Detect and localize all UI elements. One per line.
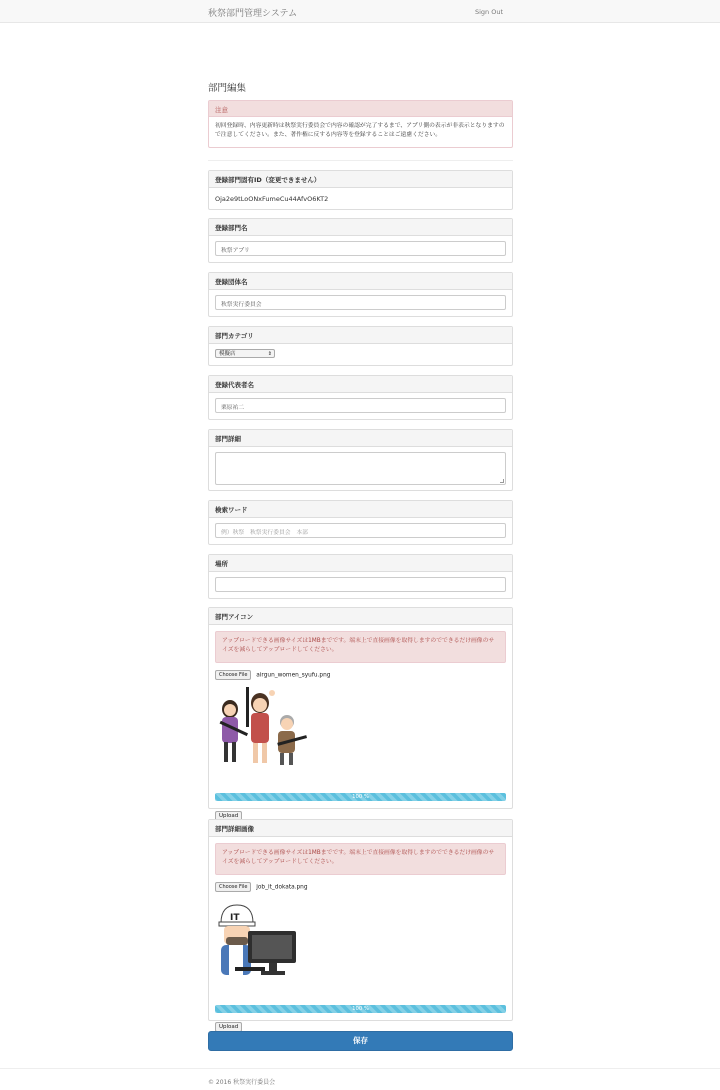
save-button[interactable]: 保存: [208, 1031, 513, 1051]
category-select[interactable]: [215, 349, 275, 358]
detail-label: 部門詳細: [209, 430, 512, 447]
representative-label: 登録代表者名: [209, 376, 512, 393]
sign-out-link[interactable]: Sign Out: [475, 8, 504, 16]
notice-heading: 注意: [209, 101, 512, 117]
icon-file-input[interactable]: [215, 670, 330, 680]
icon-file-name: airgun_women_syufu.png: [256, 672, 331, 679]
page-title: 部門編集: [208, 83, 247, 94]
footer-divider: [0, 1068, 720, 1069]
select-arrows-icon: ⇕: [267, 351, 272, 357]
location-input[interactable]: [215, 577, 506, 592]
navbar: [0, 0, 720, 23]
detail-image-file-input[interactable]: [215, 882, 308, 892]
representative-panel: [208, 375, 513, 420]
icon-upload-button[interactable]: Upload: [215, 811, 242, 821]
detail-image-preview: [215, 901, 305, 983]
footer-copyright: © 2016 秋祭実行委員会: [208, 1079, 276, 1086]
detail-image-panel: [208, 819, 513, 1030]
unique-id-label: 登録部門固有ID（変更できません）: [209, 171, 512, 188]
divider: [208, 160, 513, 161]
group-name-input[interactable]: 秋祭実行委員会: [215, 295, 506, 310]
resize-grip-icon[interactable]: [500, 479, 504, 483]
icon-progress-label: 100 %: [352, 794, 369, 800]
detail-image-file-name: job_it_dokata.png: [256, 884, 308, 891]
search-words-panel: [208, 500, 513, 545]
icon-upload-panel: [208, 607, 513, 819]
detail-panel: [208, 429, 513, 491]
dept-name-label: 登録部門名: [209, 219, 512, 236]
location-label: 場所: [209, 555, 512, 572]
helmet-label: IT: [230, 913, 240, 923]
detail-textarea[interactable]: [215, 452, 506, 485]
icon-size-warning: アップロードできる画像サイズは1MBまでです。端末上で直接画像を取得しますのでできるだけ画像のサイズを減らしてアップロードしてください。: [215, 631, 506, 663]
category-selected: 模擬店: [219, 351, 236, 357]
location-panel: [208, 554, 513, 599]
app-brand[interactable]: 秋祭部門管理システム: [208, 9, 298, 19]
icon-preview-image: [215, 687, 310, 775]
icon-upload-label: 部門アイコン: [209, 608, 512, 625]
icon-choose-file-button[interactable]: Choose File: [215, 670, 251, 680]
detail-image-progress-label: 100 %: [352, 1006, 369, 1012]
detail-image-label: 部門詳細画像: [209, 820, 512, 837]
notice-body: 初回登録時、内容更新時は秋祭実行委員会で内容の確認が完了するまで、アプリ側の表示が非表示となりますので注意してください。また、著作権に反する内容等を登録することはご遠慮ください。: [215, 123, 505, 138]
icon-upload-progress: [215, 793, 506, 801]
group-name-panel: [208, 272, 513, 317]
representative-input[interactable]: 栗原祐二: [215, 398, 506, 413]
detail-image-choose-file-button[interactable]: Choose File: [215, 882, 251, 892]
detail-image-size-warning: アップロードできる画像サイズは1MBまでです。端末上で直接画像を取得しますのでできるだけ画像のサイズを減らしてアップロードしてください。: [215, 843, 506, 875]
search-words-label: 検索ワード: [209, 501, 512, 518]
unique-id-value: Oja2e9tLoONxFumeCu44AfvO6KT2: [215, 195, 329, 203]
unique-id-panel: [208, 170, 513, 210]
notice-panel: [208, 100, 513, 148]
detail-image-upload-progress: [215, 1005, 506, 1013]
category-label: 部門カテゴリ: [209, 327, 512, 344]
search-words-input[interactable]: 例）秋祭 秋祭実行委員会 本部: [215, 523, 506, 538]
dept-name-input[interactable]: 秋祭アプリ: [215, 241, 506, 256]
detail-image-upload-button[interactable]: Upload: [215, 1022, 242, 1032]
group-name-label: 登録団体名: [209, 273, 512, 290]
category-panel: [208, 326, 513, 366]
dept-name-panel: [208, 218, 513, 263]
